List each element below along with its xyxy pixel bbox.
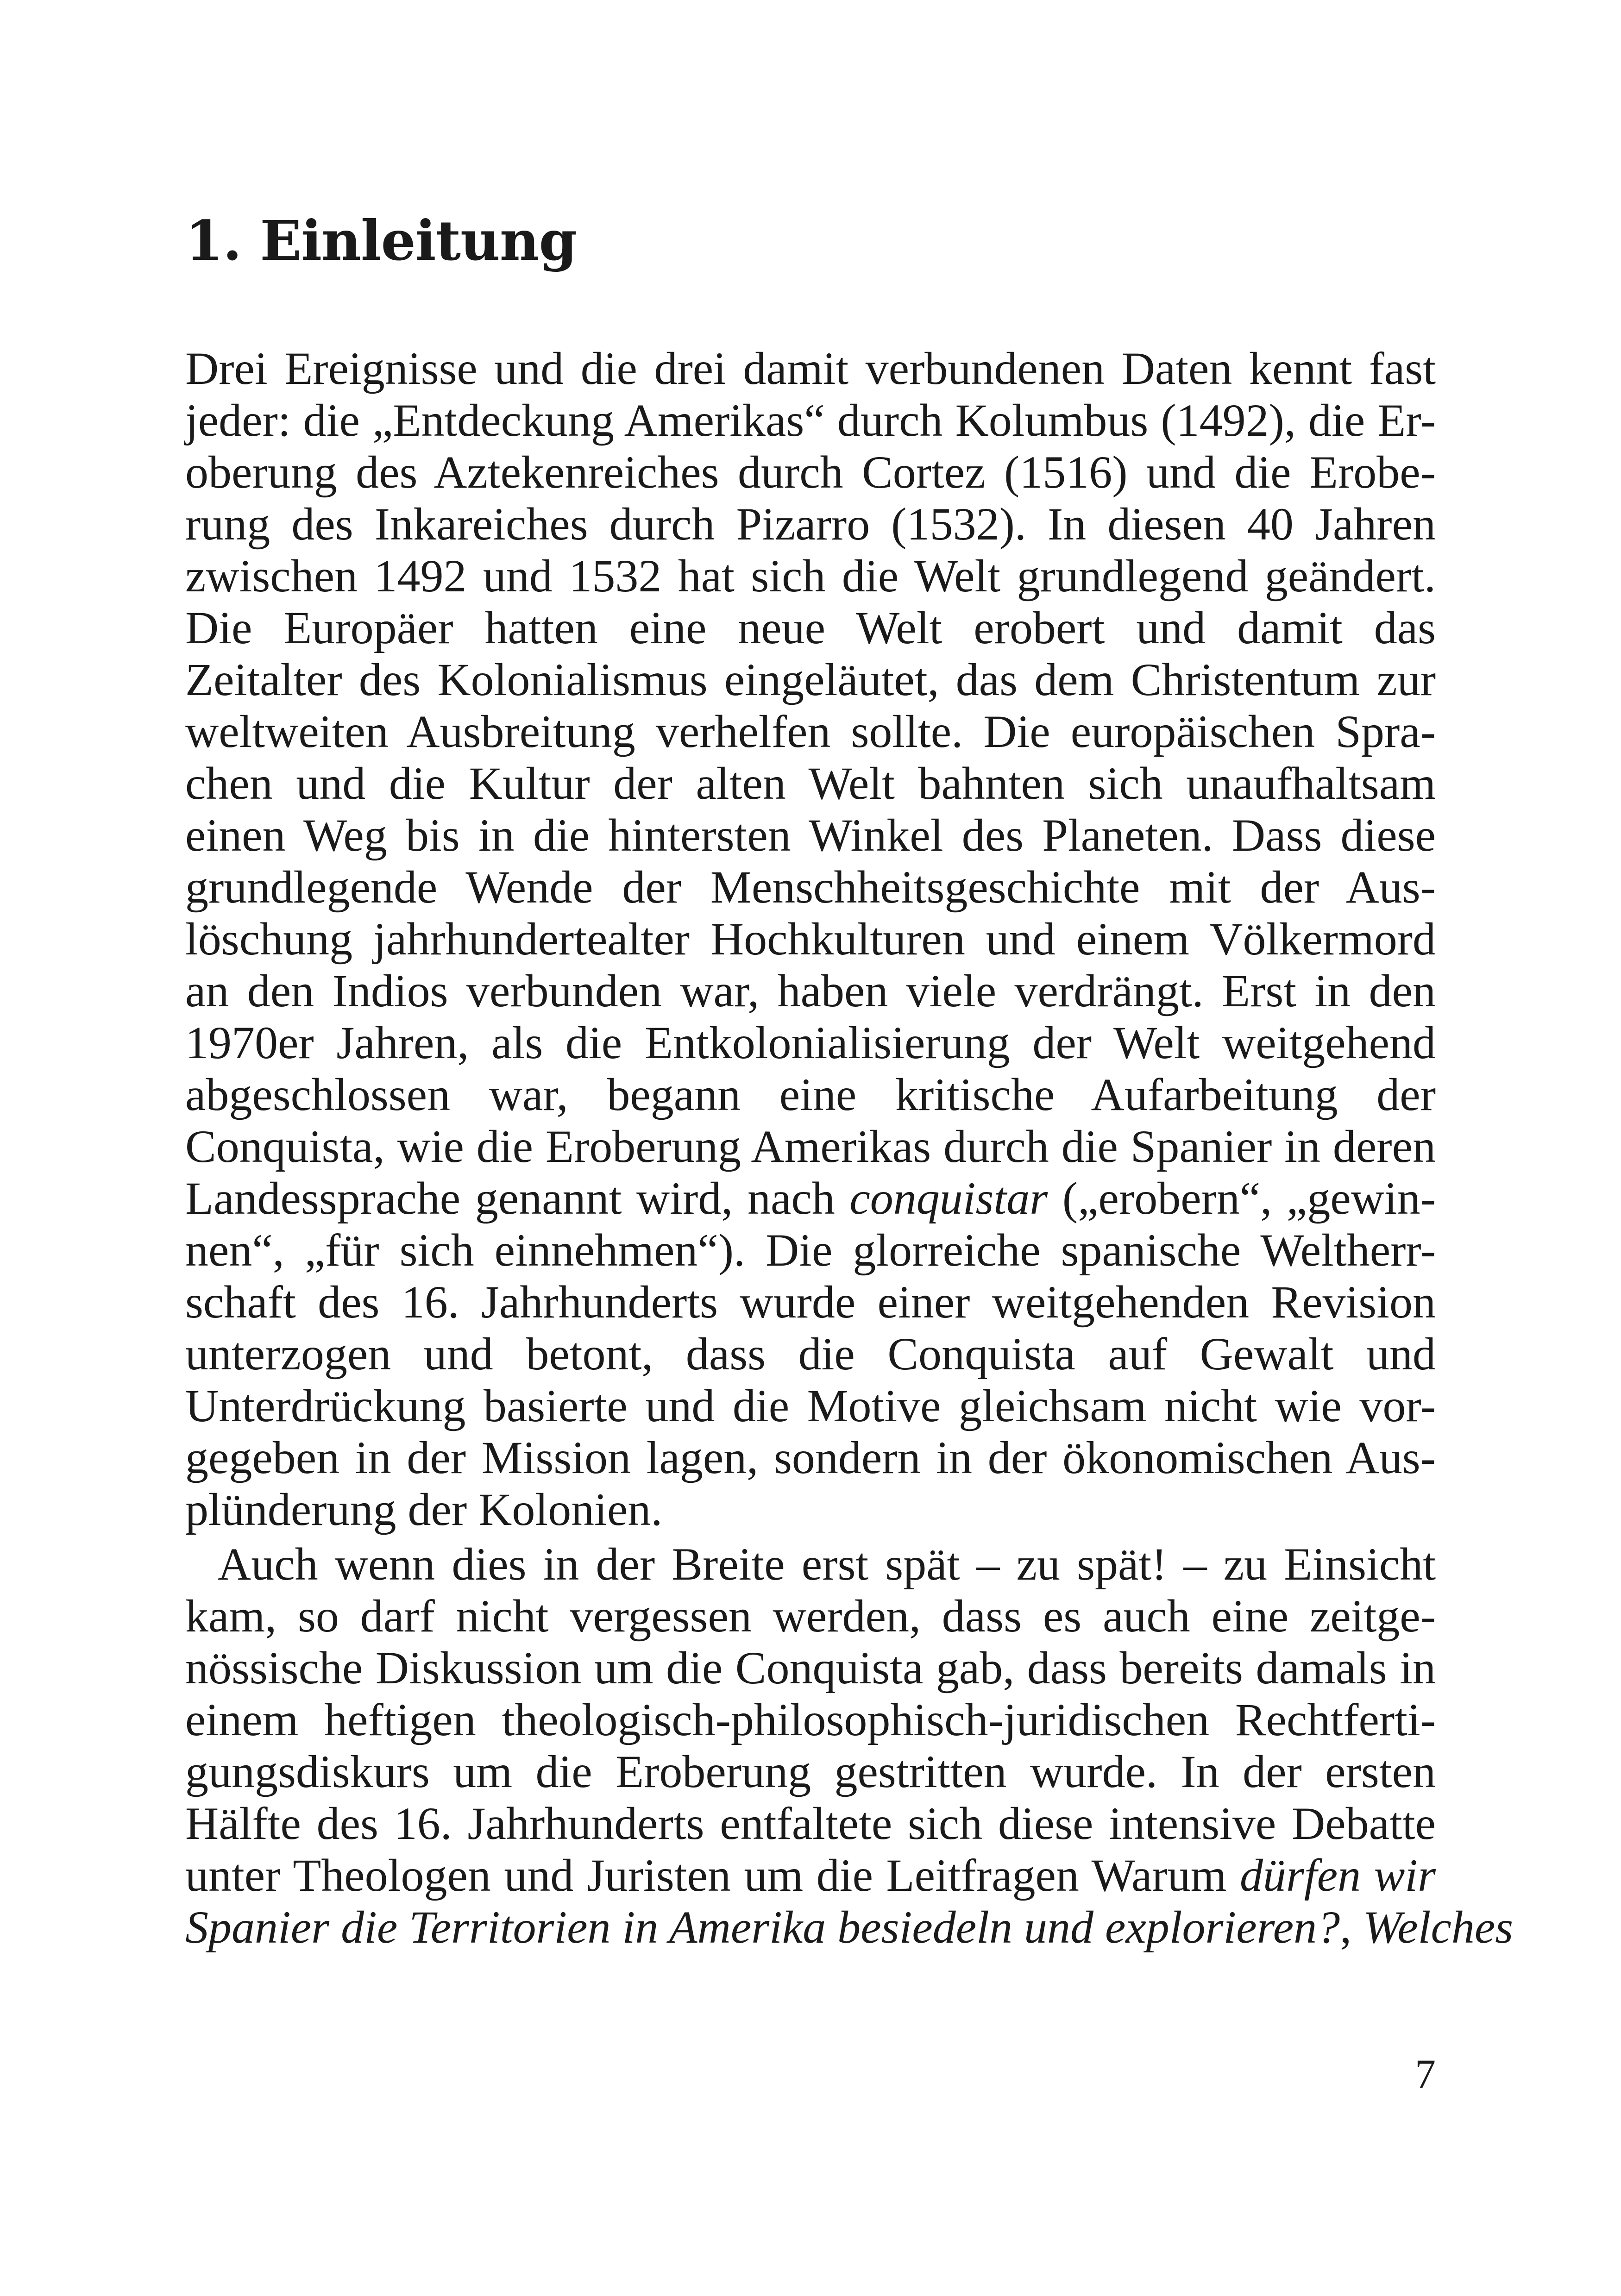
text-line: kam, so darf nicht vergessen werden, dass es auch eine zeitge-	[185, 1590, 1436, 1642]
italic-question: Spanier die Territorien in Amerika besiedeln und explorieren?	[185, 1901, 1340, 1953]
italic-question: dürfen wir	[1240, 1850, 1436, 1901]
text-line: Conquista, wie die Eroberung Amerikas durch die Spanier in deren	[185, 1121, 1436, 1172]
text-line: unterzogen und betont, dass die Conquista auf Gewalt und	[185, 1328, 1436, 1380]
text-line: abgeschlossen war, begann eine kritische Aufarbeitung der	[185, 1069, 1436, 1120]
text-run: ,	[1340, 1901, 1363, 1953]
text-line: an den Indios verbunden war, haben viele verdrängt. Erst in den	[185, 965, 1436, 1016]
text-line: nen“, „für sich einnehmen“). Die glorreiche spanische Weltherr-	[185, 1224, 1436, 1276]
text-line: Zeitalter des Kolonialismus eingeläutet, das dem Christentum zur	[185, 654, 1436, 705]
text-line	[185, 1173, 1436, 1224]
text-line	[185, 1901, 1514, 1953]
page-number: 7	[1415, 2051, 1436, 2097]
text-line: gegeben in der Mission lagen, sondern in der ökonomischen Aus-	[185, 1432, 1436, 1483]
text-line: jeder: die „Entdeckung Amerikas“ durch Kolumbus (1492), die Er-	[185, 395, 1436, 446]
italic-term: conquistar	[849, 1173, 1048, 1224]
text-line: nössische Diskussion um die Conquista gab, dass bereits damals in	[185, 1642, 1436, 1694]
text-run: („erobern“, „gewin-	[1048, 1173, 1436, 1224]
text-line: zwischen 1492 und 1532 hat sich die Welt grundlegend geändert.	[185, 550, 1436, 602]
text-line: Hälfte des 16. Jahrhunderts entfaltete sich diese intensive Debatte	[185, 1798, 1436, 1849]
text-line: chen und die Kultur der alten Welt bahnten sich unaufhaltsam	[185, 758, 1436, 809]
chapter-heading: 1. Einleitung	[185, 208, 577, 273]
text-line: schaft des 16. Jahrhunderts wurde einer weitgehenden Revision	[185, 1276, 1436, 1328]
text-run: Landessprache genannt wird, nach	[185, 1173, 850, 1224]
text-line: Auch wenn dies in der Breite erst spät – zu spät! – zu Einsicht	[218, 1538, 1436, 1590]
text-line: grundlegende Wende der Menschheitsgeschichte mit der Aus-	[185, 861, 1436, 913]
text-run: unter Theologen und Juristen um die Leitfragen Warum	[185, 1850, 1240, 1901]
text-line: 1970er Jahren, als die Entkolonialisierung der Welt weitgehend	[185, 1017, 1436, 1068]
text-line: weltweiten Ausbreitung verhelfen sollte. Die europäischen Spra-	[185, 706, 1436, 757]
text-line: Die Europäer hatten eine neue Welt erobert und damit das	[185, 602, 1436, 653]
text-line	[185, 1850, 1436, 1901]
text-line: Unterdrückung basierte und die Motive gleichsam nicht wie vor-	[185, 1380, 1436, 1431]
body-text	[185, 343, 1514, 1953]
text-line: rung des Inkareiches durch Pizarro (1532). In diesen 40 Jahren	[185, 498, 1436, 550]
text-line: oberung des Aztekenreiches durch Cortez (1516) und die Erobe-	[185, 446, 1436, 498]
text-line: plünderung der Kolonien.	[185, 1484, 663, 1535]
text-line: einen Weg bis in die hintersten Winkel des Planeten. Dass diese	[185, 809, 1436, 861]
italic-question: Welches	[1363, 1901, 1514, 1953]
text-line: gungsdiskurs um die Eroberung gestritten wurde. In der ersten	[185, 1746, 1436, 1797]
book-page	[185, 0, 1514, 2296]
text-line: einem heftigen theologisch-philosophisch-juridischen Rechtferti-	[185, 1694, 1436, 1745]
text-line: löschung jahrhundertealter Hochkulturen und einem Völkermord	[185, 913, 1436, 965]
text-line: Drei Ereignisse und die drei damit verbundenen Daten kennt fast	[185, 343, 1436, 394]
